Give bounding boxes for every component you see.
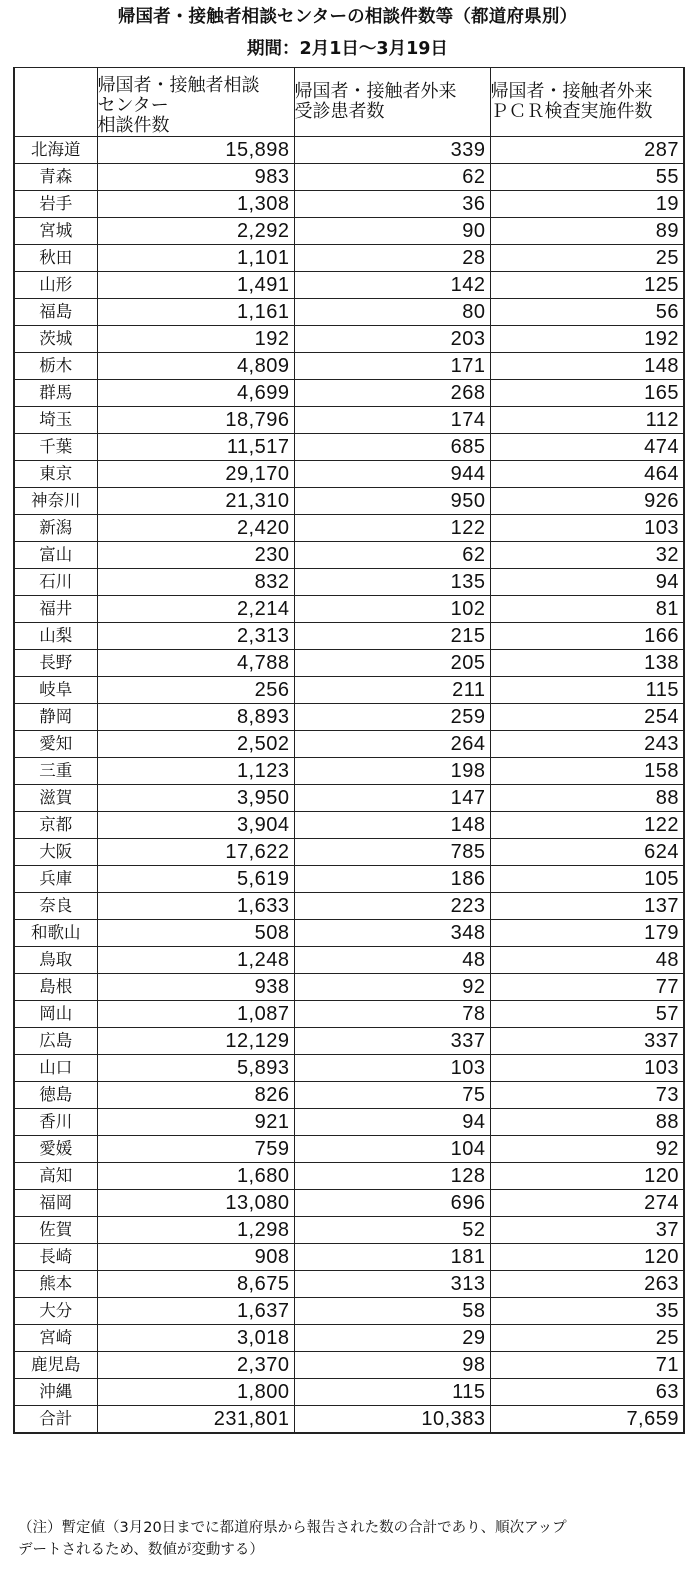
pcr-tests-cell: 137 (490, 893, 684, 920)
table-row (14, 1352, 684, 1379)
prefecture-cell: 東京 (14, 461, 97, 488)
consultation-table (13, 67, 685, 1434)
pcr-tests-cell: 81 (490, 596, 684, 623)
consultations-cell: 17,622 (97, 839, 294, 866)
table-row (14, 731, 684, 758)
prefecture-cell: 静岡 (14, 704, 97, 731)
consultations-cell: 908 (97, 1244, 294, 1271)
prefecture-cell: 長崎 (14, 1244, 97, 1271)
outpatients-cell: 10,383 (294, 1406, 490, 1433)
consultations-cell: 18,796 (97, 407, 294, 434)
prefecture-cell: 青森 (14, 164, 97, 191)
consultations-cell: 1,087 (97, 1001, 294, 1028)
pcr-tests-cell: 122 (490, 812, 684, 839)
pcr-tests-cell: 56 (490, 299, 684, 326)
outpatients-cell: 135 (294, 569, 490, 596)
pcr-tests-cell: 94 (490, 569, 684, 596)
table-row (14, 758, 684, 785)
pcr-tests-cell: 103 (490, 1055, 684, 1082)
outpatients-cell: 147 (294, 785, 490, 812)
consultations-cell: 826 (97, 1082, 294, 1109)
table-row (14, 488, 684, 515)
outpatients-cell: 78 (294, 1001, 490, 1028)
consultations-cell: 2,292 (97, 218, 294, 245)
prefecture-cell: 和歌山 (14, 920, 97, 947)
prefecture-cell: 香川 (14, 1109, 97, 1136)
table-body (14, 137, 684, 1433)
prefecture-cell: 兵庫 (14, 866, 97, 893)
pcr-tests-cell: 120 (490, 1163, 684, 1190)
pcr-tests-cell: 103 (490, 515, 684, 542)
outpatients-cell: 181 (294, 1244, 490, 1271)
pcr-tests-cell: 125 (490, 272, 684, 299)
prefecture-cell: 新潟 (14, 515, 97, 542)
prefecture-cell: 神奈川 (14, 488, 97, 515)
prefecture-cell: 栃木 (14, 353, 97, 380)
period-subtitle: 期間：2月1日～3月19日 (247, 39, 448, 59)
outpatients-cell: 696 (294, 1190, 490, 1217)
table-row (14, 596, 684, 623)
table-row (14, 839, 684, 866)
pcr-tests-cell: 57 (490, 1001, 684, 1028)
pcr-tests-cell: 624 (490, 839, 684, 866)
prefecture-cell: 岐阜 (14, 677, 97, 704)
outpatients-cell: 128 (294, 1163, 490, 1190)
header-line: ＰＣＲ検査実施件数 (490, 101, 653, 122)
outpatients-cell: 90 (294, 218, 490, 245)
outpatients-cell: 122 (294, 515, 490, 542)
outpatients-cell: 174 (294, 407, 490, 434)
pcr-tests-cell: 192 (490, 326, 684, 353)
outpatients-cell: 80 (294, 299, 490, 326)
table-row (14, 218, 684, 245)
outpatients-cell: 94 (294, 1109, 490, 1136)
table-row (14, 1271, 684, 1298)
pcr-tests-cell: 7,659 (490, 1406, 684, 1433)
prefecture-cell: 群馬 (14, 380, 97, 407)
outpatients-cell: 115 (294, 1379, 490, 1406)
outpatients-cell: 950 (294, 488, 490, 515)
outpatients-cell: 264 (294, 731, 490, 758)
table-row (14, 1379, 684, 1406)
table-row (14, 1082, 684, 1109)
consultations-cell: 2,370 (97, 1352, 294, 1379)
prefecture-cell: 徳島 (14, 1082, 97, 1109)
table-row (14, 380, 684, 407)
consultations-cell: 1,633 (97, 893, 294, 920)
prefecture-cell: 佐賀 (14, 1217, 97, 1244)
prefecture-cell: 愛知 (14, 731, 97, 758)
prefecture-cell: 福井 (14, 596, 97, 623)
pcr-tests-cell: 112 (490, 407, 684, 434)
outpatients-cell: 198 (294, 758, 490, 785)
outpatients-cell: 148 (294, 812, 490, 839)
consultations-cell: 230 (97, 542, 294, 569)
pcr-tests-cell: 274 (490, 1190, 684, 1217)
outpatients-cell: 48 (294, 947, 490, 974)
consultations-cell: 921 (97, 1109, 294, 1136)
consultations-cell: 15,898 (97, 137, 294, 164)
header-pcr-tests (490, 68, 684, 137)
outpatients-cell: 62 (294, 164, 490, 191)
outpatients-cell: 203 (294, 326, 490, 353)
consultations-cell: 759 (97, 1136, 294, 1163)
outpatients-cell: 98 (294, 1352, 490, 1379)
consultations-cell: 13,080 (97, 1190, 294, 1217)
consultations-cell: 1,491 (97, 272, 294, 299)
page-title: 帰国者・接触者相談センターの相談件数等（都道府県別） (117, 7, 578, 27)
prefecture-cell: 山口 (14, 1055, 97, 1082)
outpatients-cell: 28 (294, 245, 490, 272)
header-outpatients (294, 68, 490, 137)
table-row (14, 353, 684, 380)
table-row (14, 1109, 684, 1136)
pcr-tests-cell: 88 (490, 785, 684, 812)
prefecture-cell: 福岡 (14, 1190, 97, 1217)
consultations-cell: 2,214 (97, 596, 294, 623)
table-row (14, 1136, 684, 1163)
pcr-tests-cell: 35 (490, 1298, 684, 1325)
consultations-cell: 4,788 (97, 650, 294, 677)
outpatients-cell: 102 (294, 596, 490, 623)
prefecture-cell: 熊本 (14, 1271, 97, 1298)
outpatients-cell: 171 (294, 353, 490, 380)
consultations-cell: 832 (97, 569, 294, 596)
outpatients-cell: 268 (294, 380, 490, 407)
prefecture-cell: 秋田 (14, 245, 97, 272)
consultations-cell: 4,809 (97, 353, 294, 380)
table-row (14, 542, 684, 569)
consultations-cell: 1,248 (97, 947, 294, 974)
footnote-line: デートされるため、数値が変動する） (18, 1542, 264, 1558)
prefecture-cell: 大分 (14, 1298, 97, 1325)
outpatients-cell: 785 (294, 839, 490, 866)
pcr-tests-cell: 464 (490, 461, 684, 488)
table-row (14, 920, 684, 947)
pcr-tests-cell: 25 (490, 245, 684, 272)
prefecture-cell: 山形 (14, 272, 97, 299)
consultations-cell: 1,101 (97, 245, 294, 272)
outpatients-cell: 36 (294, 191, 490, 218)
pcr-tests-cell: 287 (490, 137, 684, 164)
prefecture-cell: 奈良 (14, 893, 97, 920)
table-row (14, 974, 684, 1001)
consultations-cell: 29,170 (97, 461, 294, 488)
pcr-tests-cell: 25 (490, 1325, 684, 1352)
pcr-tests-cell: 92 (490, 1136, 684, 1163)
outpatients-cell: 205 (294, 650, 490, 677)
table-row (14, 866, 684, 893)
table-row (14, 812, 684, 839)
pcr-tests-cell: 89 (490, 218, 684, 245)
header-line: センター (97, 95, 169, 116)
pcr-tests-cell: 254 (490, 704, 684, 731)
pcr-tests-cell: 158 (490, 758, 684, 785)
pcr-tests-cell: 71 (490, 1352, 684, 1379)
table-row (14, 1001, 684, 1028)
prefecture-cell: 高知 (14, 1163, 97, 1190)
table-row (14, 1190, 684, 1217)
header-line: 帰国者・接触者外来 (490, 81, 653, 102)
outpatients-cell: 944 (294, 461, 490, 488)
prefecture-cell: 宮崎 (14, 1325, 97, 1352)
table-row (14, 650, 684, 677)
consultations-cell: 1,161 (97, 299, 294, 326)
footnote-line: （注）暫定値（3月20日までに都道府県から報告された数の合計であり、順次アップ (18, 1520, 567, 1536)
pcr-tests-cell: 165 (490, 380, 684, 407)
pcr-tests-cell: 120 (490, 1244, 684, 1271)
pcr-tests-cell: 243 (490, 731, 684, 758)
outpatients-cell: 215 (294, 623, 490, 650)
pcr-tests-cell: 179 (490, 920, 684, 947)
prefecture-cell: 岡山 (14, 1001, 97, 1028)
pcr-tests-cell: 115 (490, 677, 684, 704)
consultations-cell: 3,950 (97, 785, 294, 812)
prefecture-cell: 大阪 (14, 839, 97, 866)
prefecture-cell: 茨城 (14, 326, 97, 353)
prefecture-cell: 鹿児島 (14, 1352, 97, 1379)
table-row (14, 893, 684, 920)
outpatients-cell: 337 (294, 1028, 490, 1055)
outpatients-cell: 211 (294, 677, 490, 704)
outpatients-cell: 104 (294, 1136, 490, 1163)
outpatients-cell: 52 (294, 1217, 490, 1244)
pcr-tests-cell: 138 (490, 650, 684, 677)
table-row (14, 569, 684, 596)
consultations-cell: 2,313 (97, 623, 294, 650)
table-header-row (14, 68, 684, 137)
outpatients-cell: 75 (294, 1082, 490, 1109)
pcr-tests-cell: 88 (490, 1109, 684, 1136)
pcr-tests-cell: 55 (490, 164, 684, 191)
pcr-tests-cell: 32 (490, 542, 684, 569)
outpatients-cell: 29 (294, 1325, 490, 1352)
prefecture-cell: 富山 (14, 542, 97, 569)
prefecture-cell: 京都 (14, 812, 97, 839)
pcr-tests-cell: 337 (490, 1028, 684, 1055)
outpatients-cell: 259 (294, 704, 490, 731)
consultations-cell: 192 (97, 326, 294, 353)
table-row (14, 164, 684, 191)
consultations-cell: 2,420 (97, 515, 294, 542)
prefecture-cell: 宮城 (14, 218, 97, 245)
prefecture-cell: 福島 (14, 299, 97, 326)
pcr-tests-cell: 148 (490, 353, 684, 380)
header-consultations (97, 68, 294, 137)
table-row (14, 1244, 684, 1271)
table-row (14, 191, 684, 218)
table-row (14, 299, 684, 326)
outpatients-cell: 348 (294, 920, 490, 947)
prefecture-cell: 愛媛 (14, 1136, 97, 1163)
consultations-cell: 1,298 (97, 1217, 294, 1244)
pcr-tests-cell: 63 (490, 1379, 684, 1406)
consultations-cell: 1,123 (97, 758, 294, 785)
consultations-cell: 5,893 (97, 1055, 294, 1082)
consultations-cell: 5,619 (97, 866, 294, 893)
total-row (14, 1406, 684, 1433)
table-row (14, 1298, 684, 1325)
consultations-cell: 1,637 (97, 1298, 294, 1325)
consultations-cell: 3,018 (97, 1325, 294, 1352)
table-row (14, 704, 684, 731)
consultations-cell: 1,308 (97, 191, 294, 218)
consultations-cell: 4,699 (97, 380, 294, 407)
prefecture-cell: 沖縄 (14, 1379, 97, 1406)
prefecture-cell: 山梨 (14, 623, 97, 650)
header-line: 受診患者数 (294, 101, 385, 122)
prefecture-cell: 鳥取 (14, 947, 97, 974)
header-line: 帰国者・接触者外来 (294, 81, 457, 102)
pcr-tests-cell: 166 (490, 623, 684, 650)
outpatients-cell: 103 (294, 1055, 490, 1082)
prefecture-cell: 長野 (14, 650, 97, 677)
pcr-tests-cell: 77 (490, 974, 684, 1001)
consultations-cell: 11,517 (97, 434, 294, 461)
consultations-cell: 21,310 (97, 488, 294, 515)
pcr-tests-cell: 37 (490, 1217, 684, 1244)
consultations-cell: 2,502 (97, 731, 294, 758)
table-row (14, 1055, 684, 1082)
pcr-tests-cell: 48 (490, 947, 684, 974)
prefecture-cell: 岩手 (14, 191, 97, 218)
consultations-cell: 983 (97, 164, 294, 191)
table-row (14, 272, 684, 299)
header-line: 相談件数 (97, 115, 170, 136)
table-row (14, 623, 684, 650)
outpatients-cell: 339 (294, 137, 490, 164)
consultations-cell: 8,893 (97, 704, 294, 731)
header-line: 帰国者・接触者相談 (97, 75, 260, 96)
outpatients-cell: 58 (294, 1298, 490, 1325)
pcr-tests-cell: 926 (490, 488, 684, 515)
consultations-cell: 938 (97, 974, 294, 1001)
pcr-tests-cell: 105 (490, 866, 684, 893)
consultations-cell: 1,680 (97, 1163, 294, 1190)
consultations-cell: 8,675 (97, 1271, 294, 1298)
outpatients-cell: 142 (294, 272, 490, 299)
consultations-cell: 508 (97, 920, 294, 947)
consultations-cell: 3,904 (97, 812, 294, 839)
prefecture-cell: 広島 (14, 1028, 97, 1055)
prefecture-cell: 北海道 (14, 137, 97, 164)
outpatients-cell: 685 (294, 434, 490, 461)
outpatients-cell: 62 (294, 542, 490, 569)
header-prefecture (14, 68, 97, 137)
pcr-tests-cell: 474 (490, 434, 684, 461)
table-row (14, 785, 684, 812)
table-row (14, 1217, 684, 1244)
consultations-cell: 12,129 (97, 1028, 294, 1055)
prefecture-cell: 島根 (14, 974, 97, 1001)
table-row (14, 326, 684, 353)
prefecture-cell: 埼玉 (14, 407, 97, 434)
table-row (14, 677, 684, 704)
footnote (18, 1517, 688, 1561)
outpatients-cell: 186 (294, 866, 490, 893)
outpatients-cell: 313 (294, 1271, 490, 1298)
pcr-tests-cell: 263 (490, 1271, 684, 1298)
consultations-cell: 1,800 (97, 1379, 294, 1406)
consultations-cell: 231,801 (97, 1406, 294, 1433)
prefecture-cell: 千葉 (14, 434, 97, 461)
table-row (14, 137, 684, 164)
table-row (14, 947, 684, 974)
prefecture-cell: 三重 (14, 758, 97, 785)
table-row (14, 1028, 684, 1055)
pcr-tests-cell: 19 (490, 191, 684, 218)
table-row (14, 407, 684, 434)
prefecture-cell: 合計 (14, 1406, 97, 1433)
table-row (14, 245, 684, 272)
outpatients-cell: 92 (294, 974, 490, 1001)
table-row (14, 1163, 684, 1190)
table-row (14, 1325, 684, 1352)
table-row (14, 461, 684, 488)
consultations-cell: 256 (97, 677, 294, 704)
pcr-tests-cell: 73 (490, 1082, 684, 1109)
outpatients-cell: 223 (294, 893, 490, 920)
prefecture-cell: 石川 (14, 569, 97, 596)
prefecture-cell: 滋賀 (14, 785, 97, 812)
table-row (14, 515, 684, 542)
table-row (14, 434, 684, 461)
